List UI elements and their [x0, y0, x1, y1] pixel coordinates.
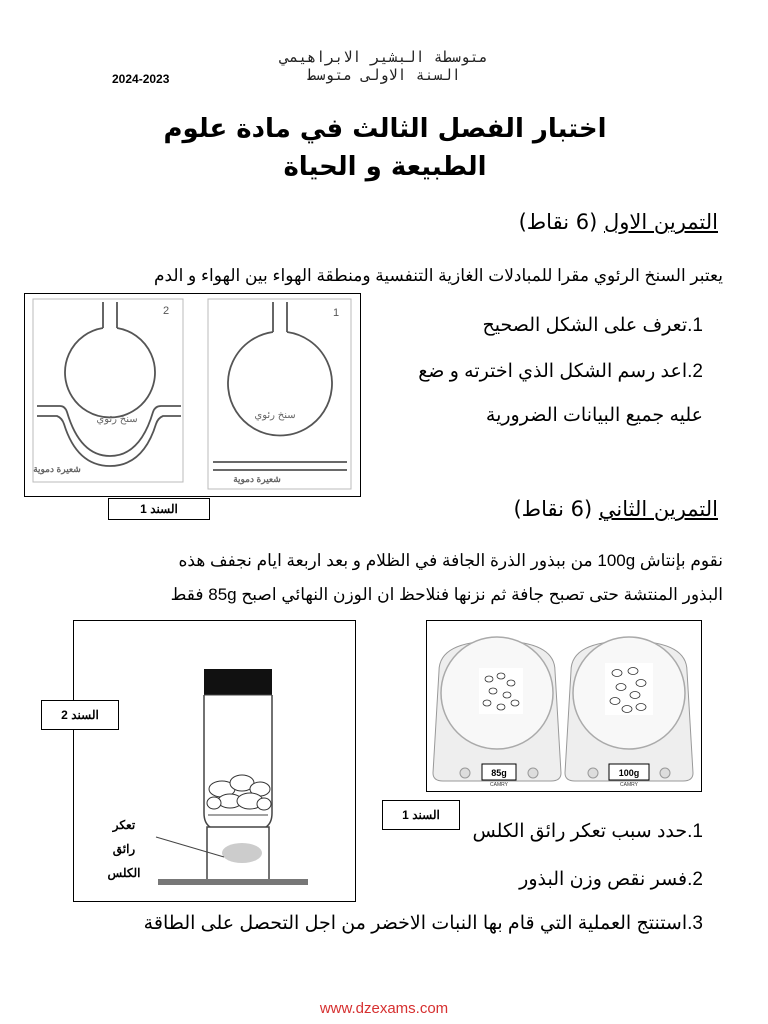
scale-right-brand: CAMRY — [620, 782, 638, 788]
exercise1-question2-cont: عليه جميع البيانات الضرورية — [485, 405, 703, 426]
alveolus-label-2: سنخ رئوي — [96, 414, 138, 425]
alveolus-label-1: سنخ رئوي — [254, 410, 296, 421]
scale-right-value: 100g — [618, 768, 640, 778]
exercise1-title: التمرين الاول — [603, 210, 718, 234]
alveolus-diagram — [25, 294, 360, 496]
exercise1-question1: 1.تعرف على الشكل الصحيح — [482, 315, 703, 336]
limewater-label-3: الكلس — [107, 866, 141, 880]
exercise1-question2: 2.اعد رسم الشكل الذي اخترته و ضع — [418, 361, 703, 382]
exam-title-line1: اختبار الفصل الثالث في مادة علوم — [163, 114, 607, 144]
alveolus-figure — [24, 293, 361, 497]
exercise2-question2: 2.فسر نقص وزن البذور — [519, 869, 703, 890]
school-year: 2024-2023 — [112, 72, 170, 86]
doc1-label-ex1: السند 1 — [108, 498, 210, 520]
seeds-in-tube — [207, 775, 271, 810]
panel-number-2: 2 — [163, 305, 170, 317]
exercise1-heading — [519, 210, 718, 234]
doc1-label-ex2: السند 1 — [382, 800, 460, 830]
exercise2-question3: 3.استنتج العملية التي قام بها النبات الاخضر من اجل التحصل على الطاقة — [143, 913, 703, 934]
doc2-label: السند 2 — [41, 700, 119, 730]
exercise1-intro: يعتبر السنخ الرئوي مقرا للمبادلات الغازية التنفسية ومنطقة الهواء بين الهواء و الدم — [153, 266, 723, 285]
limewater-figure — [73, 620, 356, 902]
exam-title-line2: الطبيعة و الحياة — [283, 152, 487, 182]
scales-figure — [426, 620, 702, 792]
exercise2-heading — [513, 497, 718, 521]
exercise2-question1: 1.حدد سبب تعكر رائق الكلس — [472, 821, 703, 842]
exercise1-points: (6 نقاط) — [518, 210, 598, 234]
capillary-label-2: شعيرة دموية — [33, 464, 81, 474]
exercise2-points: (6 نقاط) — [513, 497, 593, 521]
panel-number-1: 1 — [333, 307, 340, 319]
school-level: السنة الاولى متوسط — [307, 66, 461, 84]
exercise2-intro-line2: البذور المنتشة حتى تصبح جافة ثم نزنها فنلاحظ ان الوزن النهائي اصبح 85g فقط — [170, 585, 723, 604]
exercise2-intro-line1: نقوم بإنتاش 100g من ببذور الذرة الجافة في الظلام و بعد اربعة ايام نجفف هذه — [178, 551, 723, 570]
tube-stopper — [204, 669, 272, 695]
limewater-label-1: تعكر — [112, 818, 136, 832]
capillary-label-1: شعيرة دموية — [233, 474, 281, 484]
footer-website-link[interactable]: www.dzexams.com — [319, 1000, 449, 1017]
limewater-diagram — [74, 621, 355, 901]
school-name: متوسطة البشير الابراهيمي — [280, 48, 488, 66]
panel-2-frame — [33, 299, 183, 482]
support-base — [158, 879, 308, 885]
exercise2-title: التمرين الثاني — [598, 497, 718, 521]
scale-left-brand: CAMRY — [490, 782, 508, 788]
scale-left-value: 85g — [491, 768, 507, 778]
scales-diagram — [427, 621, 701, 791]
limewater-label-2: رائق — [112, 842, 136, 856]
cloudy-limewater — [222, 843, 262, 863]
